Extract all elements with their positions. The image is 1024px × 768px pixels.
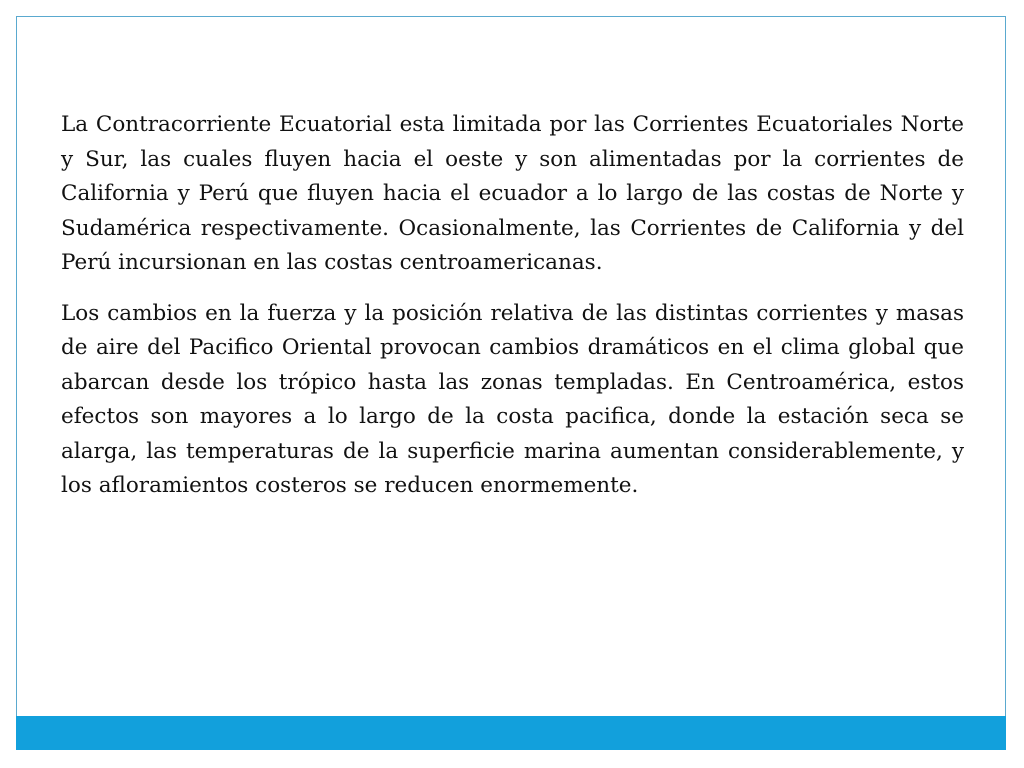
paragraph-climate-effects: Los cambios en la fuerza y la posición relativa de las distintas corrientes y masas de aire del Pacifico Oriental provocan cambios dramáticos en el clima global que abarcan desde los trópico hasta las zonas templadas. En Centroamérica, estos efectos son mayores a lo largo de la costa pacifica, donde la estación seca se alarga, las temperaturas de la superficie marina aumentan considerablemente, y los afloramientos costeros se reducen enormemente.: [61, 300, 964, 498]
paragraph-currents: La Contracorriente Ecuatorial esta limitada por las Corrientes Ecuatoriales Norte y Sur, las cuales fluyen hacia el oeste y son alimentadas por la corrientes de California y Perú que fluyen hacia el ecuador a lo largo de las costas de Norte y Sudamérica respectivamente. Ocasionalmente, las Corrientes de California y del Perú incursionan en las costas centroamericanas.: [61, 112, 964, 275]
slide-body: [61, 108, 964, 504]
slide-bottom-accent-bar: [16, 716, 1006, 750]
